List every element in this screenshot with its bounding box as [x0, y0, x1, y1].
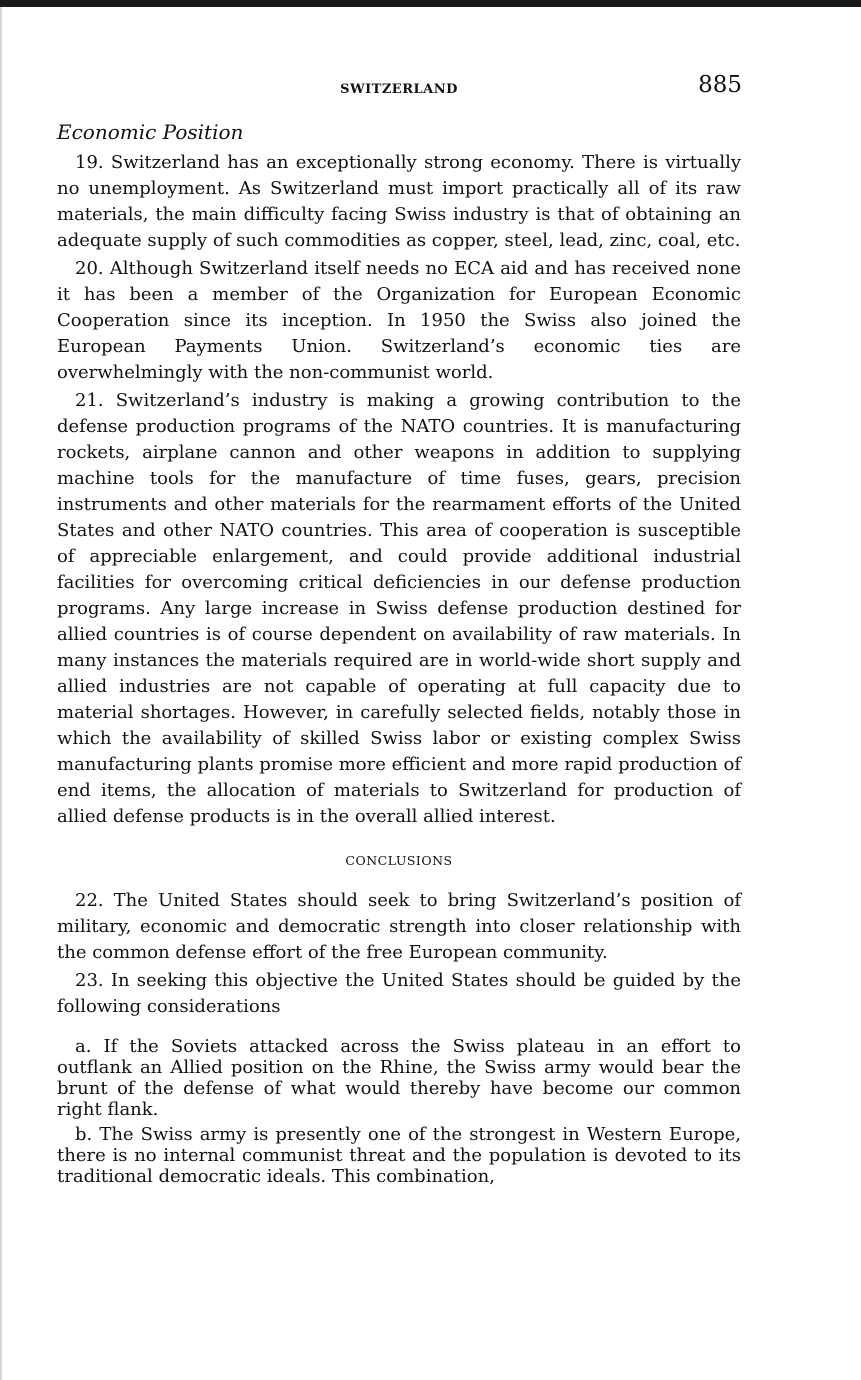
page-left-edge	[0, 7, 2, 1380]
document-body	[57, 118, 741, 1187]
paragraph-19: 19. Switzerland has an exceptionally strong economy. There is virtually no unemployment. As Switzerland must import practically all of its raw materials, the main difficulty facing Swiss industry is that of obtaining an adequate supply of such commodities as copper, steel, lead, zinc, coal, etc.	[57, 152, 741, 251]
spacer	[57, 1020, 741, 1036]
paragraph-23: 23. In seeking this objective the United States should be guided by the following considerations	[57, 970, 741, 1017]
conclusions-heading: CONCLUSIONS	[345, 853, 453, 868]
consideration-b: b. The Swiss army is presently one of the strongest in Western Europe, there is no internal communist threat and the population is devoted to its traditional democratic ideals. This combination,	[57, 1124, 741, 1187]
running-title: SWITZERLAND	[340, 82, 458, 97]
running-head	[56, 72, 742, 106]
page-top-edge	[0, 0, 861, 7]
paragraph-21: 21. Switzerland’s industry is making a growing contribution to the defense production programs of the NATO countries. It is manufacturing rockets, airplane cannon and other weapons in addition to supplying machine tools for the manufacture of time fuses, gears, precision instruments and other materials for the rearmament efforts of the United States and other NATO countries. This area of cooperation is susceptible of appreciable enlargement, and could provide additional industrial facilities for overcoming critical deficiencies in our defense production programs. Any large increase in Swiss defense production destined for allied countries is of course dependent on availability of raw materials. In many instances the materials required are in world-wide short supply and allied industries are not capable of operating at full capacity due to material shortages. However, in carefully selected fields, notably those in which the availability of skilled Swiss labor or existing complex Swiss manufacturing plants promise more efficient and more rapid production of end items, the allocation of materials to Switzerland for production of allied defense products is in the overall allied interest.	[57, 390, 741, 827]
paragraph-22: 22. The United States should seek to bring Switzerland’s position of military, economic and democratic strength into closer relationship with the common defense effort of the free European community.	[57, 890, 741, 963]
section-heading: Economic Position	[57, 120, 244, 144]
page-number: 885	[698, 72, 742, 98]
paragraph-20: 20. Although Switzerland itself needs no ECA aid and has received none it has been a member of the Organization for European Economic Cooperation since its inception. In 1950 the Swiss also joined the European Payments Union. Switzerland’s economic ties are overwhelmingly with the non-communist world.	[57, 258, 741, 383]
consideration-a: a. If the Soviets attacked across the Swiss plateau in an effort to outflank an Allied position on the Rhine, the Swiss army would bear the brunt of the defense of what would thereby have become our common right flank.	[57, 1036, 741, 1120]
